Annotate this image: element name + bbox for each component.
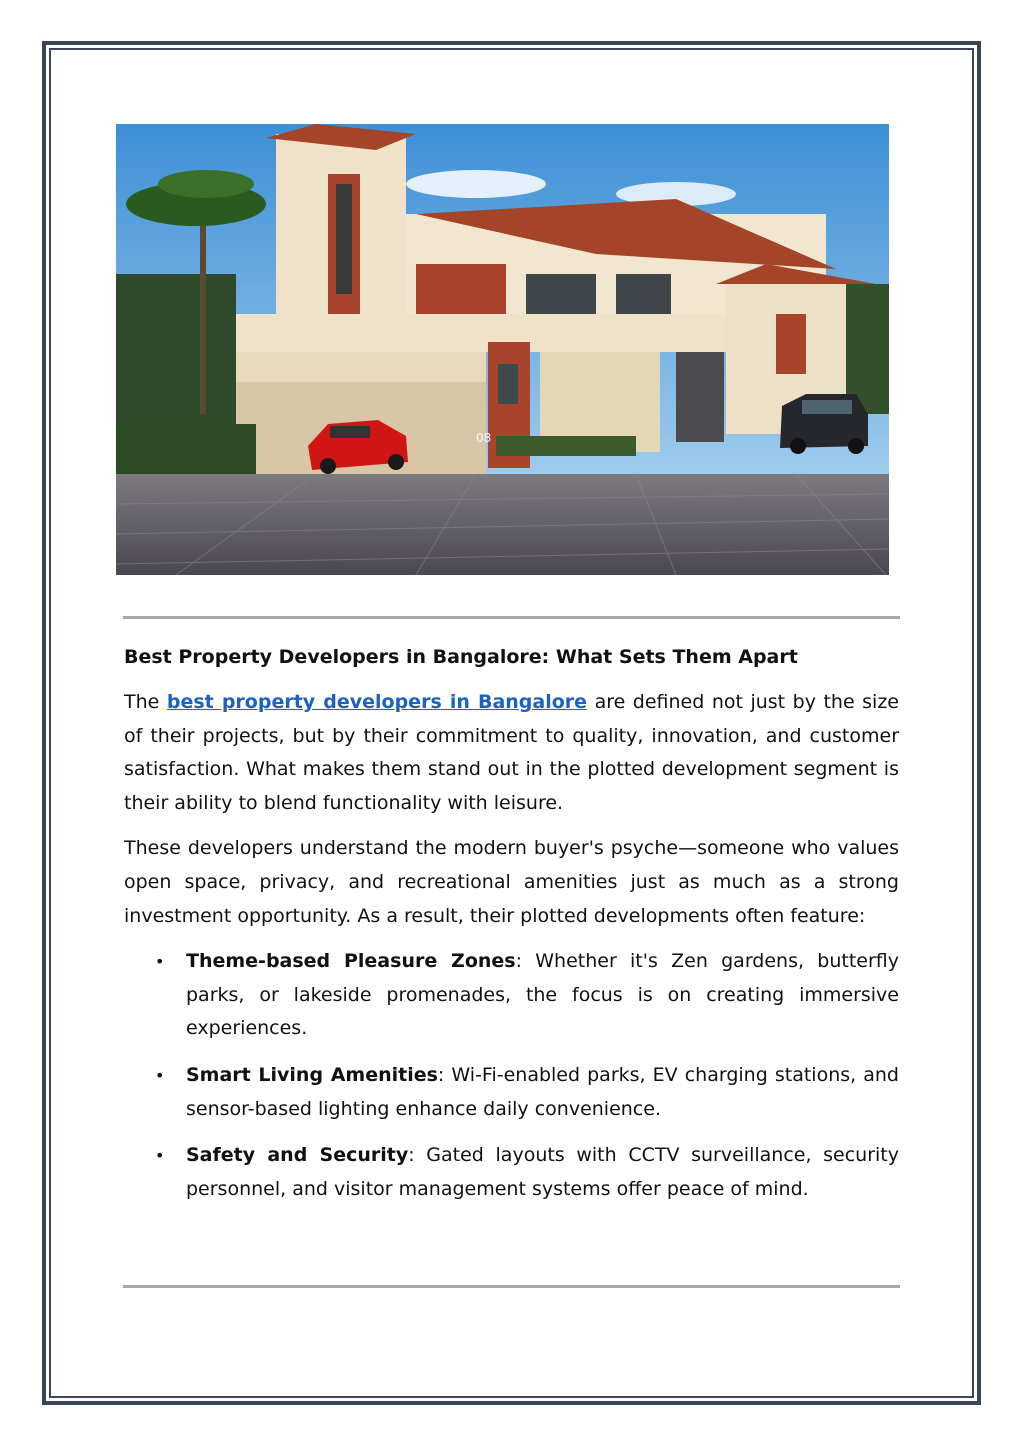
- bullet-icon: •: [155, 952, 165, 972]
- feature-list: [124, 945, 899, 1206]
- villa-photo: [116, 124, 889, 575]
- intro-prefix: The: [124, 691, 160, 713]
- article-heading: Best Property Developers in Bangalore: What Sets Them Apart: [124, 646, 798, 668]
- dark-suv: [780, 394, 868, 454]
- feature-title: Theme-based Pleasure Zones: [186, 950, 516, 973]
- feature-title: Safety and Security: [186, 1144, 409, 1167]
- house-number: 08: [476, 431, 492, 445]
- list-item: [124, 1059, 899, 1126]
- intro-paragraph: [124, 686, 899, 820]
- bullet-icon: •: [155, 1146, 165, 1166]
- best-property-developers-link[interactable]: best property developers in Bangalore: [166, 691, 588, 713]
- divider-bottom: [123, 1285, 900, 1288]
- feature-text: : Gated layouts with CCTV surveillance, security personnel, and visitor management systems offer peace of mind.: [186, 1144, 900, 1200]
- feature-text: : Wi-Fi-enabled parks, EV charging stations, and sensor-based lighting enhance daily convenience.: [186, 1063, 899, 1120]
- list-item: [124, 1139, 899, 1206]
- buyer-paragraph: These developers understand the modern buyer's psyche—someone who values open space, privacy, and recreational amenities just as much as a strong investment opportunity. As a result, their plotted developments often feature:: [124, 837, 899, 927]
- feature-text: : Whether it's Zen gardens, butterfly parks, or lakeside promenades, the focus is on creating immersive experiences.: [186, 950, 899, 1040]
- bullet-icon: •: [155, 1065, 165, 1085]
- feature-title: Smart Living Amenities: [186, 1063, 438, 1086]
- article-body: [124, 640, 899, 1219]
- list-item: [124, 945, 899, 1046]
- intro-suffix: are defined not just by the size of their projects, but by their commitment to quality, innovation, and customer satisfaction. What makes them stand out in the plotted development segment is their ability to blend functionality with leisure.: [124, 691, 899, 814]
- divider-top: [123, 616, 900, 619]
